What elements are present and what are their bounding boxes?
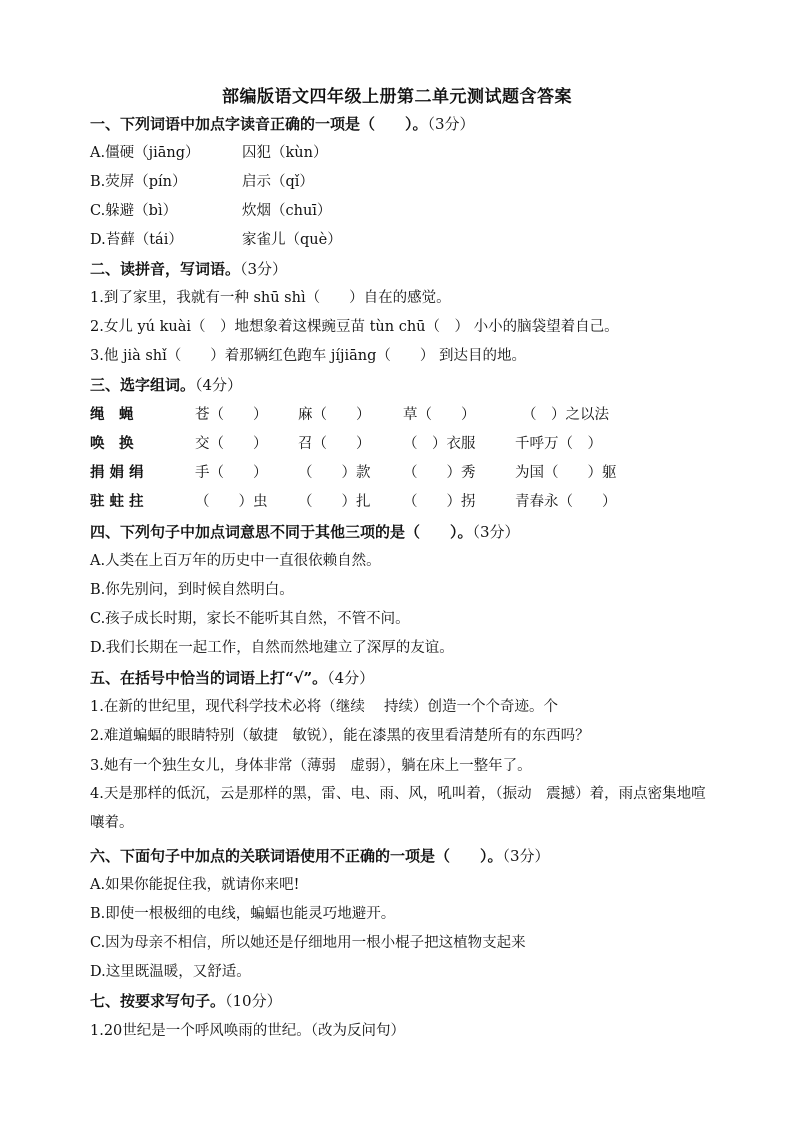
section-2-score: （3分） bbox=[240, 260, 288, 278]
section-6-heading-text: 六、下面句子中加点的关联词语使用不正确的一项是（ ）。 bbox=[90, 847, 503, 865]
section-4-heading-text: 四、下列句子中加点词意思不同于其他三项的是（ ）。 bbox=[90, 523, 473, 541]
s6-option-c: C.因为母亲不相信，所以她还是仔细地用一根小棍子把这植物支起来 bbox=[90, 935, 526, 951]
s1-option-a-right: 囚犯（kùn） bbox=[242, 145, 328, 161]
section-4-score: （3分） bbox=[472, 523, 520, 541]
s3-row-2-chars: 唤 换 bbox=[90, 435, 134, 452]
section-4-heading bbox=[90, 522, 520, 542]
section-3-heading-text: 三、选字组词。 bbox=[90, 376, 196, 394]
section-7-heading-text: 七、按要求写句子。 bbox=[90, 992, 226, 1010]
s3-row-2-cell-3: （ ）衣服 bbox=[403, 436, 476, 452]
s6-option-b: B.即使一根极细的电线，蝙蝠也能灵巧地避开。 bbox=[90, 906, 396, 922]
s1-option-b-left: B.荧屏（pín） bbox=[90, 174, 187, 190]
section-5-heading-text: 五、在括号中恰当的词语上打“√”。 bbox=[90, 669, 328, 687]
section-2-heading bbox=[90, 259, 287, 279]
s3-row-3-cell-2: （ ）款 bbox=[298, 465, 371, 481]
s3-row-3-cell-1: 手（ ） bbox=[195, 465, 268, 481]
section-1-heading bbox=[90, 114, 475, 134]
section-5-heading bbox=[90, 668, 374, 688]
s3-row-4-cell-4: 青春永（ ） bbox=[515, 494, 617, 510]
section-1-score: （3分） bbox=[427, 115, 475, 133]
s5-item-1: 1.在新的世纪里，现代科学技术必将（继续 持续）创造一个个奇迹。个 bbox=[90, 699, 558, 715]
s2-item-2: 2.女儿 yú kuài（ ）地想象着这棵豌豆苗 tùn chū（ ） 小小的脑袋望着自己。 bbox=[90, 319, 619, 335]
s4-option-d: D.我们长期在一起工作，自然而然地建立了深厚的友谊。 bbox=[90, 640, 454, 656]
s3-row-3-cell-4: 为国（ ）躯 bbox=[515, 465, 617, 481]
section-7-heading bbox=[90, 991, 282, 1011]
section-3-heading bbox=[90, 375, 242, 395]
page-title: 部编版语文四年级上册第二单元测试题含答案 bbox=[222, 87, 572, 107]
s3-row-1-cell-1: 苍（ ） bbox=[195, 407, 268, 423]
s1-option-d-right: 家雀儿（què） bbox=[242, 232, 342, 248]
s2-item-1: 1.到了家里，我就有一种 shū shì（ ）自在的感觉。 bbox=[90, 290, 451, 306]
s3-row-1-cell-3: 草（ ） bbox=[403, 407, 476, 423]
s1-option-b-right: 启示（qǐ） bbox=[242, 174, 314, 190]
s3-row-1-cell-4: （ ）之以法 bbox=[522, 407, 609, 423]
s6-option-a: A.如果你能捉住我，就请你来吧! bbox=[90, 877, 300, 893]
s3-row-4-chars: 驻 蛀 拄 bbox=[90, 493, 144, 510]
section-3-score: （4分） bbox=[195, 376, 243, 394]
s4-option-a: A.人类在上百万年的历史中一直很依赖自然。 bbox=[90, 553, 381, 569]
s3-row-4-cell-3: （ ）拐 bbox=[403, 494, 476, 510]
s7-item-1: 1.20世纪是一个呼风唤雨的世纪。（改为反问句） bbox=[90, 1023, 406, 1039]
s5-item-3: 3.她有一个独生女儿，身体非常（薄弱 虚弱），躺在床上一整年了。 bbox=[90, 758, 532, 774]
s2-item-3: 3.他 jià shǐ（ ）着那辆红色跑车 jíjiāng（ ） 到达目的地。 bbox=[90, 348, 526, 364]
section-5-score: （4分） bbox=[327, 669, 375, 687]
section-1-heading-text: 一、下列词语中加点字读音正确的一项是（ ）。 bbox=[90, 115, 428, 133]
s4-option-c: C.孩子成长时期，家长不能听其自然，不管不问。 bbox=[90, 611, 410, 627]
s5-item-4: 4.天是那样的低沉，云是那样的黑，雷、电、雨、风，吼叫着，（振动 震撼）着，雨点密集地喧嚷着。 bbox=[90, 786, 706, 831]
s4-option-b: B.你先别问，到时候自然明白。 bbox=[90, 582, 294, 598]
s5-item-2: 2.难道蝙蝠的眼睛特别（敏捷 敏锐），能在漆黑的夜里看清楚所有的东西吗？ bbox=[90, 728, 590, 744]
section-6-score: （3分） bbox=[502, 847, 550, 865]
s3-row-1-chars: 绳 蝇 bbox=[90, 406, 134, 423]
section-6-heading bbox=[90, 846, 550, 866]
s3-row-4-cell-1: （ ）虫 bbox=[195, 494, 268, 510]
section-2-heading-text: 二、读拼音，写词语。 bbox=[90, 260, 241, 278]
s3-row-3-chars: 捐 娟 绢 bbox=[90, 464, 144, 481]
s3-row-2-cell-1: 交（ ） bbox=[195, 436, 268, 452]
section-7-score: （10分） bbox=[225, 992, 282, 1010]
s1-option-c-right: 炊烟（chuī） bbox=[242, 203, 332, 219]
s3-row-2-cell-2: 召（ ） bbox=[298, 436, 371, 452]
s1-option-a-left: A.僵硬（jiāng） bbox=[90, 145, 200, 161]
s3-row-2-cell-4: 千呼万（ ） bbox=[515, 436, 602, 452]
s6-option-d: D.这里既温暖，又舒适。 bbox=[90, 964, 251, 980]
s1-option-c-left: C.躲避（bì） bbox=[90, 203, 178, 219]
s3-row-3-cell-3: （ ）秀 bbox=[403, 465, 476, 481]
s3-row-1-cell-2: 麻（ ） bbox=[298, 407, 371, 423]
s3-row-4-cell-2: （ ）扎 bbox=[298, 494, 371, 510]
s1-option-d-left: D.苔藓（tái） bbox=[90, 232, 183, 248]
